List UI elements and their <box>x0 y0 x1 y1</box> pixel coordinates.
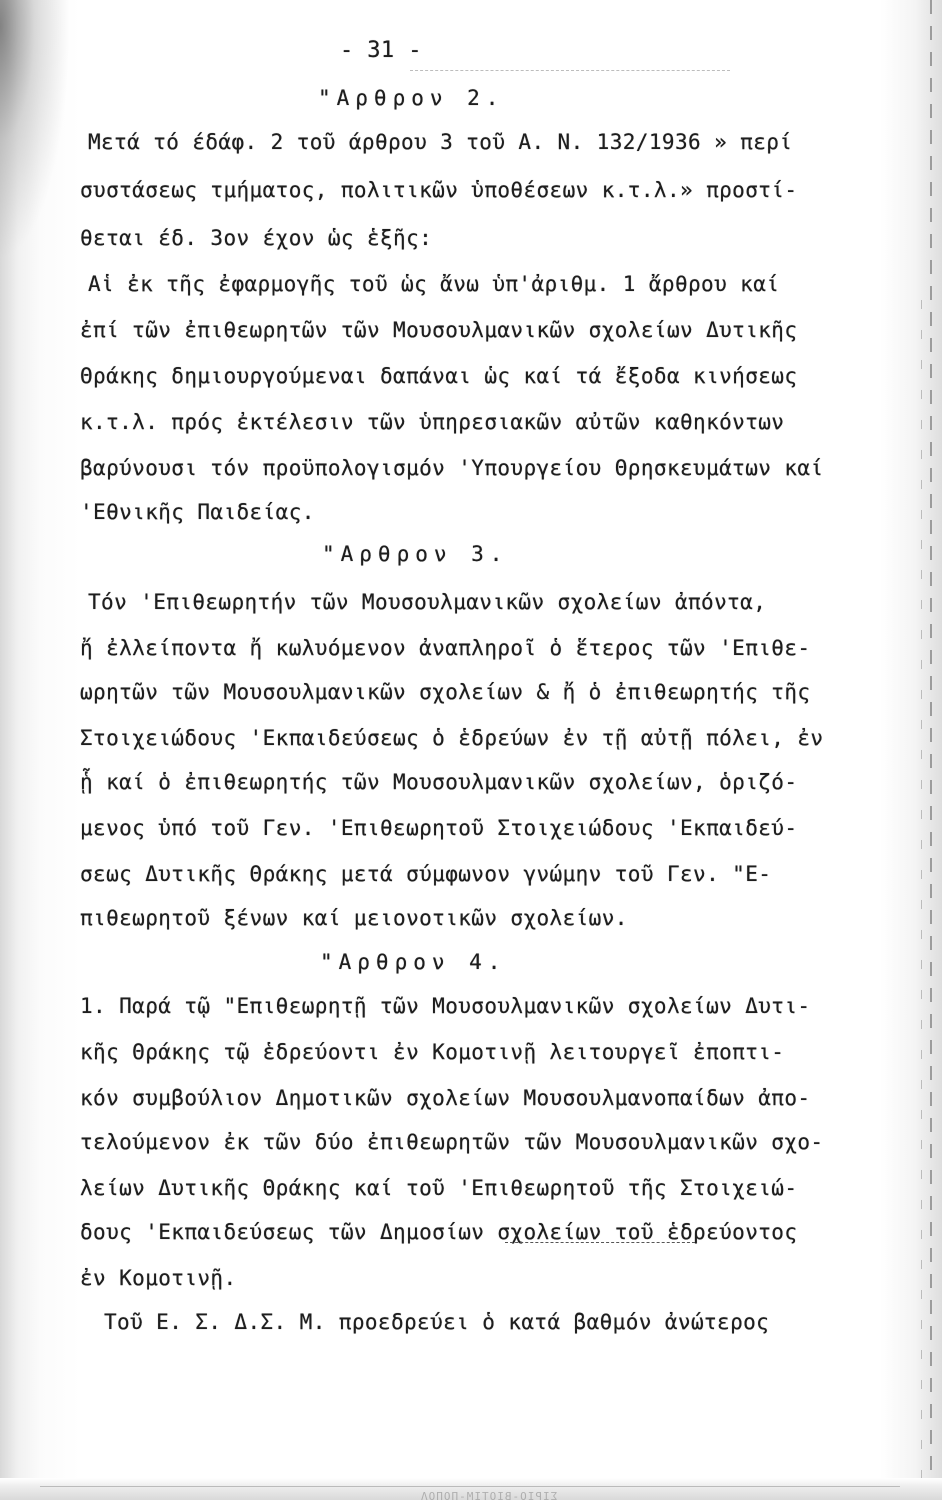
page-bottom-rule <box>40 1486 900 1487</box>
text-line: θεται έδ. 3ον έχον ὡς ἑξῆς: <box>80 226 433 250</box>
show-through-text: ΣΙΡΙΟ-ΒΙΟΤΙΜ-ΠΟΠΟΛ <box>420 1490 558 1500</box>
article-4-heading: "Αρθρον 4. <box>320 950 507 974</box>
text-line: βαρύνουσι τόν προϋπολογισμόν 'Υπουργείου Θρησκευμάτων καί <box>80 456 824 480</box>
text-line: Μετά τό έδάφ. 2 τοῦ άρθρου 3 τοῦ Α. Ν. 132/1936 » περί <box>88 130 793 154</box>
text-line: ἐν Κομοτινῇ. <box>80 1266 237 1290</box>
text-line: ωρητῶν τῶν Μουσουλμανικῶν σχολείων & ἤ ὁ ἐπιθεωρητής τῆς <box>80 680 811 704</box>
text-line: Αἱ ἐκ τῆς ἐφαρμογῆς τοῦ ὡς ἄνω ὑπ'ἀριθμ. 1 ἄρθρου καί <box>88 272 780 296</box>
text-line: κ.τ.λ. πρός ἐκτέλεσιν τῶν ὑπηρεσιακῶν αὐτῶν καθηκόντων <box>80 410 785 434</box>
text-line: Τόν 'Επιθεωρητήν τῶν Μουσουλμανικῶν σχολείων ἀπόντα, <box>88 590 767 614</box>
text-line: ἤ ἐλλείποντα ἤ κωλυόμενον ἀναπληροῖ ὁ ἕτερος τῶν 'Επιθε- <box>80 636 811 660</box>
text-line: κῆς Θράκης τῷ ἑδρεύοντι ἐν Κομοτινῇ λειτουργεῖ ἐποπτι- <box>80 1040 785 1064</box>
text-line: ᾗ καί ὁ ἐπιθεωρητής τῶν Μουσουλμανικῶν σχολείων, ὁριζό- <box>80 770 798 794</box>
text-line: σεως Δυτικῆς Θράκης μετά σύμφωνον γνώμην τοῦ Γεν. "Ε- <box>80 862 772 886</box>
text-line: τελούμενον ἐκ τῶν δύο ἐπιθεωρητῶν τῶν Μουσουλμανικῶν σχο- <box>80 1130 824 1154</box>
text-line: ἐπί τῶν ἐπιθεωρητῶν τῶν Μουσουλμανικῶν σχολείων Δυτικῆς <box>80 318 798 342</box>
page-number: - 31 - <box>340 38 422 63</box>
article-2-heading: "Αρθρον 2. <box>318 86 505 110</box>
text-line: λείων Δυτικῆς Θράκης καί τοῦ 'Επιθεωρητοῦ τῆς Στοιχειώ- <box>80 1176 798 1200</box>
text-line: μενος ὑπό τοῦ Γεν. 'Επιθεωρητοῦ Στοιχειώδους 'Εκπαιδεύ- <box>80 816 798 840</box>
text-line: συστάσεως τμήματος, πολιτικῶν ὑποθέσεων κ.τ.λ.» προστί- <box>80 178 798 202</box>
text-line: Θράκης δημιουργούμεναι δαπάναι ὡς καί τά ἔξοδα κινήσεως <box>80 364 798 388</box>
text-line: 'Εθνικῆς Παιδείας. <box>80 500 315 524</box>
header-rule <box>410 70 730 72</box>
text-line: πιθεωρητοῦ ξένων καί μειονοτικῶν σχολείων. <box>80 906 628 930</box>
text-line: δους 'Εκπαιδεύσεως τῶν Δημοσίων σχολείων τοῦ ἑδρεύοντος <box>80 1220 798 1244</box>
text-line: Τοῦ Ε. Σ. Δ.Σ. Μ. προεδρεύει ὁ κατά βαθμόν ἀνώτερος <box>104 1310 770 1334</box>
article-3-heading: "Αρθρον 3. <box>322 542 509 566</box>
text-line: κόν συμβούλιον Δημοτικῶν σχολείων Μουσουλμανοπαίδων ἀπο- <box>80 1086 811 1110</box>
text-line: 1. Παρά τῷ "Επιθεωρητῇ τῶν Μουσουλμανικῶν σχολείων Δυτι- <box>80 994 811 1018</box>
binding-shadow <box>0 0 70 260</box>
right-edge-shadow <box>930 0 932 1500</box>
text-line: Στοιχειώδους 'Εκπαιδεύσεως ὁ ἑδρεύων ἐν τῇ αὐτῇ πόλει, ἐν <box>80 726 824 750</box>
underline-mark <box>505 1242 695 1244</box>
right-edge-shadow-inner <box>921 300 922 1500</box>
